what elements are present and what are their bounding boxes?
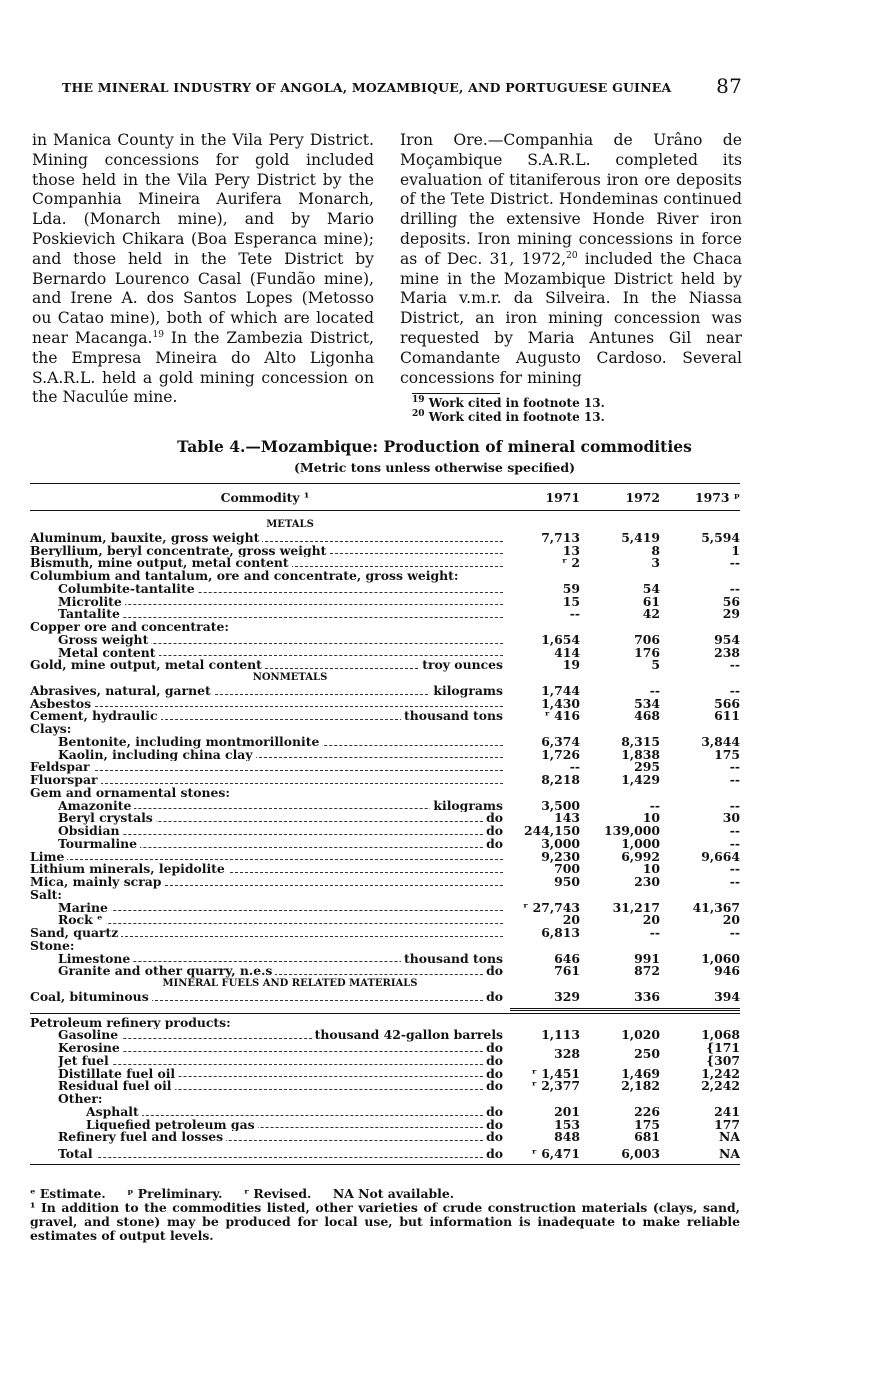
commodity-label: Distillate fuel oil do bbox=[58, 1067, 503, 1081]
value-cell: 230 bbox=[634, 874, 660, 889]
commodity-label: Jet fuel do bbox=[58, 1054, 503, 1068]
table-row bbox=[30, 914, 740, 927]
value-cell: 1,838 bbox=[621, 746, 660, 762]
commodity-label: Abrasives, natural, garnet kilograms bbox=[30, 684, 503, 698]
value-cell: 241 bbox=[714, 1103, 740, 1119]
value-cell: 9,664 bbox=[701, 848, 740, 864]
table-row bbox=[30, 927, 740, 940]
value-cell: 1,429 bbox=[621, 772, 660, 787]
commodity-label: Coal, bituminous do bbox=[30, 990, 503, 1004]
commodity-label: Sand, quartz bbox=[30, 927, 503, 940]
commodity-label: Granite and other quarry, n.e.s do bbox=[58, 965, 503, 978]
header-1971: 1971 bbox=[545, 490, 580, 505]
value-cell: 8,218 bbox=[541, 772, 580, 787]
value-cell: 700 bbox=[554, 861, 580, 877]
value-cell: 946 bbox=[714, 963, 740, 979]
value-cell: 176 bbox=[634, 644, 660, 660]
value-cell: 3,000 bbox=[541, 835, 580, 851]
value-cell: 42 bbox=[642, 606, 660, 622]
page-number: 87 bbox=[716, 74, 742, 98]
commodity-label: Metal content bbox=[58, 647, 503, 660]
value-cell: 201 bbox=[554, 1103, 580, 1119]
commodity-label: Liquefied petroleum gas do bbox=[86, 1118, 503, 1132]
value-cell: 61 bbox=[642, 593, 660, 609]
table-row bbox=[30, 557, 740, 570]
value-cell: -- bbox=[729, 759, 740, 775]
commodity-label: Fluorspar bbox=[30, 774, 503, 787]
table-row bbox=[30, 710, 740, 723]
commodity-label: Clays: bbox=[30, 723, 503, 736]
commodity-label: Amazonite kilograms bbox=[58, 799, 503, 813]
table-row bbox=[30, 644, 740, 660]
value-cell: 761 bbox=[554, 963, 580, 979]
value-cell: 1 bbox=[731, 542, 740, 558]
section-heading: MINERAL FUELS AND RELATED MATERIALS bbox=[162, 978, 418, 989]
value-cell: 7,713 bbox=[541, 529, 580, 545]
value-cell: -- bbox=[729, 657, 740, 673]
table-body bbox=[30, 519, 740, 1004]
value-cell: 991 bbox=[634, 950, 660, 966]
value-cell: 19 bbox=[562, 657, 580, 673]
value-cell: 5,594 bbox=[701, 529, 740, 545]
commodity-label: Asphalt do bbox=[86, 1105, 503, 1119]
footnote-rule bbox=[412, 393, 500, 394]
commodity-label: Feldspar bbox=[30, 761, 503, 774]
value-cell: 2,242 bbox=[701, 1078, 740, 1094]
value-cell: 414 bbox=[554, 644, 580, 660]
commodity-label: Aluminum, bauxite, gross weight bbox=[30, 532, 503, 545]
commodity-label: Cement, hydraulic thousand tons bbox=[30, 710, 503, 723]
commodity-label: Gasoline thousand 42-gallon barrels bbox=[58, 1029, 503, 1042]
commodity-label: Marine bbox=[58, 902, 503, 915]
value-cell: 226 bbox=[634, 1103, 660, 1119]
value-cell: 2,182 bbox=[621, 1078, 660, 1094]
commodity-label: Kerosine do bbox=[58, 1042, 503, 1055]
petroleum-heading: Petroleum refinery products: bbox=[30, 1016, 231, 1030]
table-row bbox=[30, 848, 740, 864]
commodity-label: Tourmaline do bbox=[58, 837, 503, 851]
value-cell: 15 bbox=[562, 593, 580, 609]
value-cell: -- bbox=[729, 772, 740, 787]
value-cell: 566 bbox=[714, 695, 740, 711]
value-cell: 1,744 bbox=[541, 682, 580, 698]
value-cell: 394 bbox=[714, 988, 740, 1004]
value-cell: 175 bbox=[714, 746, 740, 762]
value-cell: 1,113 bbox=[541, 1027, 580, 1043]
value-cell: -- bbox=[729, 823, 740, 838]
table-row bbox=[30, 1080, 740, 1093]
section-heading: METALS bbox=[266, 519, 314, 530]
value-cell: -- bbox=[729, 580, 740, 596]
value-cell: 6,374 bbox=[541, 733, 580, 749]
table-row bbox=[30, 899, 740, 915]
table-row bbox=[30, 542, 740, 558]
value-cell: 1,726 bbox=[541, 746, 580, 762]
value-cell: 1,242 bbox=[701, 1065, 740, 1081]
value-cell: 3,844 bbox=[701, 733, 740, 749]
left-column bbox=[32, 131, 374, 408]
commodity-label: Residual fuel oil do bbox=[58, 1080, 503, 1093]
production-table bbox=[30, 483, 740, 1165]
value-cell: 59 bbox=[562, 580, 580, 596]
table-subcaption: (Metric tons unless otherwise specified) bbox=[293, 460, 576, 475]
value-cell: 20 bbox=[642, 912, 660, 928]
commodity-label: Lithium minerals, lepidolite bbox=[30, 863, 503, 876]
commodity-label: Stone: bbox=[30, 940, 503, 953]
value-cell: -- bbox=[729, 682, 740, 698]
value-cell: 1,068 bbox=[701, 1027, 740, 1043]
combined-value-cell: 250 bbox=[634, 1046, 660, 1061]
value-cell: {307 bbox=[706, 1052, 740, 1068]
commodity-label: Other: bbox=[58, 1093, 503, 1106]
value-cell: 6,813 bbox=[541, 925, 580, 940]
right-column bbox=[400, 131, 742, 424]
value-cell: -- bbox=[649, 925, 660, 940]
section-heading: NONMETALS bbox=[252, 672, 328, 683]
table-row bbox=[30, 659, 740, 672]
value-cell: 238 bbox=[714, 644, 740, 660]
value-cell: -- bbox=[569, 759, 580, 775]
footnote-ref-19[interactable]: 19 bbox=[152, 329, 164, 340]
value-cell: 20 bbox=[562, 912, 580, 928]
value-cell: 681 bbox=[634, 1129, 660, 1145]
commodity-label: Kaolin, including china clay bbox=[58, 749, 503, 762]
table-row bbox=[30, 797, 740, 813]
value-cell: -- bbox=[729, 797, 740, 813]
value-cell: 175 bbox=[634, 1116, 660, 1132]
value-cell: 848 bbox=[554, 1129, 580, 1145]
commodity-label: Gem and ornamental stones: bbox=[30, 787, 503, 800]
value-cell: 1,060 bbox=[701, 950, 740, 966]
commodity-label: Salt: bbox=[30, 889, 503, 902]
footnote-ref-20[interactable]: 20 bbox=[566, 250, 578, 261]
commodity-label: Beryllium, beryl concentrate, gross weight bbox=[30, 545, 503, 558]
commodity-label: Columbium and tantalum, ore and concentrate, gross weight: bbox=[30, 570, 503, 583]
value-cell: 9,230 bbox=[541, 848, 580, 864]
column-footnote: $^{19}$ Work cited in footnote 13. bbox=[412, 395, 605, 411]
value-cell: -- bbox=[729, 925, 740, 940]
header-1972: 1972 bbox=[625, 490, 660, 505]
value-cell: 295 bbox=[634, 759, 660, 775]
value-cell: 41,367 bbox=[692, 899, 740, 915]
right-paragraph: Iron Ore.—Companhia de Urâno de Moçambique S.A.R.L. completed its evaluation of titaniferous iron ore deposits of the Tete District. Hondeminas continued drilling the extensive Honde River iron deposits. Iron mining concessions in force as of Dec. 31, 1972,20 included the Chaca mine in the Mozambique District held by Maria v.m.r. da Silveira. In the Niassa District, an iron mining concession was requested by Maria Antunes Gil near Comandante Augusto Cardoso. Several concessions for mining bbox=[400, 131, 742, 387]
running-title: THE MINERAL INDUSTRY OF ANGOLA, MOZAMBIQUE, AND PORTUGUESE GUINEA bbox=[62, 80, 672, 95]
table-row bbox=[30, 988, 740, 1004]
value-cell: 10 bbox=[642, 810, 660, 826]
value-cell: 646 bbox=[554, 950, 580, 966]
value-cell: 1,469 bbox=[621, 1065, 660, 1081]
value-cell: 29 bbox=[722, 606, 740, 622]
commodity-label: Lime bbox=[30, 851, 503, 864]
commodity-label: Rock ᵉ bbox=[58, 914, 503, 927]
value-cell: 329 bbox=[554, 988, 580, 1004]
commodity-label: Columbite-tantalite bbox=[58, 583, 503, 596]
value-cell: 177 bbox=[714, 1116, 740, 1132]
value-cell: -- bbox=[729, 555, 740, 571]
value-cell: 30 bbox=[722, 810, 740, 826]
petroleum-body bbox=[30, 1029, 740, 1144]
commodity-label: Asbestos bbox=[30, 698, 503, 711]
value-cell: 3 bbox=[651, 555, 660, 571]
header-1973: 1973 ᵖ bbox=[695, 490, 740, 505]
commodity-label: Limestone thousand tons bbox=[58, 952, 503, 966]
value-cell: 1,430 bbox=[541, 695, 580, 711]
value-cell: -- bbox=[729, 835, 740, 851]
value-cell: 5 bbox=[651, 657, 660, 673]
table-row bbox=[30, 580, 740, 596]
table-row bbox=[30, 774, 740, 787]
value-cell: 534 bbox=[634, 695, 660, 711]
commodity-label: Copper ore and concentrate: bbox=[30, 621, 503, 634]
value-cell: 872 bbox=[634, 963, 660, 979]
value-cell: 1,000 bbox=[621, 835, 660, 851]
value-cell: -- bbox=[729, 874, 740, 889]
commodity-label: Beryl crystals do bbox=[58, 812, 503, 825]
left-paragraph: in Manica County in the Vila Pery District. Mining concessions for gold included those held in the Vila Pery District by the Companhia Mineira Aurifera Monarch, Lda. (Monarch mine), and by Mario Poskievich Chikara (Boa Esperanca mine); and those held in the Tete District by Bernardo Lourenco Casal (Fundão mine), and Irene A. dos Santos Lopes (Metosso ou Catao mine), both of which are located near Macanga.$^{19}$ In the Zambezia District, the Empresa Mineira do Alto Ligonha S.A.R.L. held a gold mining concession on the Naculúe mine. bbox=[32, 131, 374, 407]
value-cell: 13 bbox=[562, 542, 580, 558]
value-cell: 244,150 bbox=[523, 823, 580, 838]
footnote-legend: ᵉ Estimate. ᵖ Preliminary. ʳ Revised. NA Not available. bbox=[30, 1186, 455, 1201]
commodity-label: Bismuth, mine output, metal content bbox=[30, 557, 503, 570]
table-caption: Table 4.—Mozambique: Production of mineral commodities bbox=[177, 437, 692, 456]
commodity-label: Tantalite bbox=[58, 608, 503, 621]
commodity-label: Gross weight bbox=[58, 634, 503, 647]
value-cell: 5,419 bbox=[621, 529, 660, 545]
value-cell: -- bbox=[729, 861, 740, 877]
value-cell: 31,217 bbox=[612, 899, 660, 915]
value-cell: 8,315 bbox=[621, 733, 660, 749]
commodity-label: Obsidian do bbox=[58, 825, 503, 838]
commodity-label: Refinery fuel and losses do bbox=[58, 1131, 503, 1144]
value-cell: 611 bbox=[714, 708, 740, 724]
footnote-1: ¹ In addition to the commodities listed, other varieties of crude construction materials (clays, sand, gravel, and stone) may be produced for local use, but information is inadequate to make reliable estimates of output levels. bbox=[30, 1200, 740, 1243]
table-header-row bbox=[30, 483, 740, 511]
running-header bbox=[62, 74, 742, 98]
value-cell: -- bbox=[569, 606, 580, 622]
value-cell: 20 bbox=[722, 912, 740, 928]
value-cell: ʳ 2,377 bbox=[531, 1078, 580, 1094]
value-cell: 3,500 bbox=[541, 797, 580, 813]
table-row bbox=[30, 965, 740, 978]
value-cell: 56 bbox=[722, 593, 740, 609]
value-cell: {171 bbox=[706, 1040, 740, 1055]
commodity-label: Microlite bbox=[58, 596, 503, 609]
value-cell: 54 bbox=[642, 580, 660, 596]
value-cell: 336 bbox=[634, 988, 660, 1004]
table-row bbox=[30, 1029, 740, 1042]
total-row: Total do ʳ 6,471 6,003 NA bbox=[58, 1146, 740, 1161]
value-cell: 143 bbox=[554, 810, 580, 826]
table-row bbox=[30, 1131, 740, 1144]
table-row bbox=[30, 876, 740, 889]
value-cell: ʳ 416 bbox=[544, 708, 580, 724]
value-cell: ʳ 2 bbox=[561, 555, 580, 571]
column-footnote: $^{20}$ Work cited in footnote 13. bbox=[412, 409, 605, 425]
value-cell: -- bbox=[649, 797, 660, 813]
commodity-label: Bentonite, including montmorillonite bbox=[58, 736, 503, 749]
double-rule bbox=[510, 1008, 740, 1011]
commodity-label: Gold, mine output, metal content troy ounces bbox=[30, 659, 503, 672]
value-cell: 6,992 bbox=[621, 848, 660, 864]
table-footnotes bbox=[30, 1187, 740, 1243]
table-row bbox=[30, 570, 740, 583]
value-cell: 468 bbox=[634, 708, 660, 724]
value-cell: ʳ 1,451 bbox=[531, 1065, 580, 1081]
table-row bbox=[30, 529, 740, 545]
table-row bbox=[30, 787, 740, 800]
value-cell: 8 bbox=[651, 542, 660, 558]
value-cell: -- bbox=[649, 682, 660, 698]
value-cell: 1,020 bbox=[621, 1027, 660, 1043]
table-bottom-rule bbox=[30, 1164, 740, 1165]
header-commodity: Commodity ¹ bbox=[220, 490, 310, 505]
value-cell: 10 bbox=[642, 861, 660, 877]
table-row bbox=[30, 608, 740, 621]
value-cell: 954 bbox=[714, 631, 740, 647]
value-cell: 153 bbox=[554, 1116, 580, 1132]
value-cell: ʳ 27,743 bbox=[523, 899, 580, 915]
value-cell: 706 bbox=[634, 631, 660, 647]
combined-value-cell: 328 bbox=[554, 1046, 580, 1061]
table-row bbox=[30, 593, 740, 609]
value-cell: 139,000 bbox=[603, 823, 660, 838]
value-cell: NA bbox=[719, 1129, 740, 1145]
value-cell: 950 bbox=[554, 874, 580, 889]
commodity-label: Mica, mainly scrap bbox=[30, 876, 503, 889]
value-cell: 1,654 bbox=[541, 631, 580, 647]
